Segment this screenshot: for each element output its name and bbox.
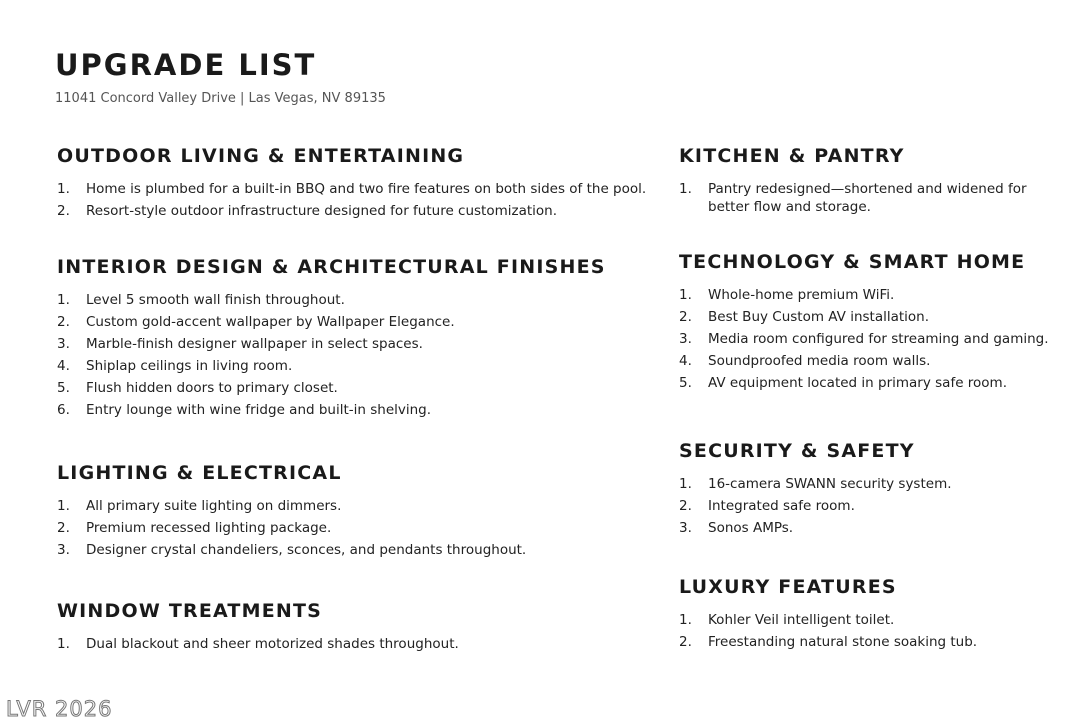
- upgrade-list: [57, 498, 657, 560]
- upgrade-list: [57, 181, 657, 221]
- item-number: 3.: [679, 331, 692, 347]
- list-item: [57, 498, 657, 516]
- list-item: [57, 520, 657, 538]
- item-number: 2.: [57, 203, 70, 219]
- item-number: 1.: [679, 476, 692, 492]
- item-text: Flush hidden doors to primary closet.: [86, 380, 338, 396]
- section-heading: INTERIOR DESIGN & ARCHITECTURAL FINISHES: [57, 256, 606, 278]
- section-heading: WINDOW TREATMENTS: [57, 600, 323, 622]
- section-heading: LIGHTING & ELECTRICAL: [57, 462, 342, 484]
- upgrade-list: [57, 292, 657, 420]
- item-text: Best Buy Custom AV installation.: [708, 309, 930, 325]
- section-lighting-electrical: [57, 462, 657, 564]
- item-number: 1.: [679, 612, 692, 628]
- list-item: [679, 520, 1059, 538]
- item-number: 6.: [57, 402, 70, 418]
- list-item: [679, 287, 1079, 305]
- list-item: [57, 314, 657, 332]
- list-item: [57, 203, 657, 221]
- item-number: 5.: [57, 380, 70, 396]
- upgrade-list: [679, 287, 1079, 393]
- item-number: 4.: [57, 358, 70, 374]
- section-security-safety: [679, 440, 1059, 542]
- item-text: Level 5 smooth wall finish throughout.: [86, 292, 345, 308]
- property-address: 11041 Concord Valley Drive | Las Vegas, NV 89135: [55, 91, 386, 106]
- item-text: Premium recessed lighting package.: [86, 520, 332, 536]
- upgrade-list: [57, 636, 657, 654]
- section-heading: SECURITY & SAFETY: [679, 440, 915, 462]
- list-item: [57, 402, 657, 420]
- item-text: Soundproofed media room walls.: [708, 353, 931, 369]
- section-heading: TECHNOLOGY & SMART HOME: [679, 251, 1026, 273]
- item-text: Freestanding natural stone soaking tub.: [708, 634, 978, 650]
- item-text: Home is plumbed for a built-in BBQ and two fire features on both sides of the pool.: [86, 181, 647, 197]
- item-number: 5.: [679, 375, 692, 391]
- item-number: 1.: [679, 181, 692, 197]
- list-item: [679, 498, 1059, 516]
- list-item: [679, 353, 1079, 371]
- list-item: [57, 380, 657, 398]
- item-text: 16-camera SWANN security system.: [708, 476, 952, 492]
- upgrade-list: [679, 612, 1059, 652]
- item-text: All primary suite lighting on dimmers.: [86, 498, 342, 514]
- page-title: UPGRADE LIST: [55, 48, 317, 82]
- section-window-treatments: [57, 600, 657, 658]
- item-number: 1.: [57, 181, 70, 197]
- upgrade-list: [679, 476, 1059, 538]
- section-kitchen-pantry: [679, 145, 1034, 221]
- list-item: [679, 331, 1079, 349]
- item-number: 4.: [679, 353, 692, 369]
- section-technology-smart-home: [679, 251, 1079, 397]
- section-outdoor-living: [57, 145, 657, 225]
- item-text: Whole-home premium WiFi.: [708, 287, 895, 303]
- item-text: Resort-style outdoor infrastructure designed for future customization.: [86, 203, 558, 219]
- item-text: Designer crystal chandeliers, sconces, and pendants throughout.: [86, 542, 527, 558]
- item-text: Custom gold-accent wallpaper by Wallpaper Elegance.: [86, 314, 455, 330]
- list-item: [57, 358, 657, 376]
- list-item: [57, 542, 657, 560]
- item-text: Media room configured for streaming and gaming.: [708, 331, 1049, 347]
- list-item: [57, 336, 657, 354]
- list-item: [57, 292, 657, 310]
- list-item: [679, 634, 1059, 652]
- section-luxury-features: [679, 576, 1059, 656]
- list-item: [679, 476, 1059, 494]
- list-item: [679, 181, 1034, 216]
- list-item: [57, 181, 657, 199]
- item-number: 2.: [679, 309, 692, 325]
- list-item: [679, 309, 1079, 327]
- item-text: Entry lounge with wine fridge and built-in shelving.: [86, 402, 432, 418]
- section-interior-design: [57, 256, 657, 424]
- section-heading: LUXURY FEATURES: [679, 576, 897, 598]
- upgrade-list: [679, 181, 1034, 216]
- item-number: 1.: [57, 292, 70, 308]
- item-text: Dual blackout and sheer motorized shades throughout.: [86, 636, 459, 652]
- list-item: [679, 375, 1079, 393]
- list-item: [679, 612, 1059, 630]
- item-text: Sonos AMPs.: [708, 520, 794, 536]
- item-number: 1.: [57, 498, 70, 514]
- section-heading: KITCHEN & PANTRY: [679, 145, 905, 167]
- section-heading: OUTDOOR LIVING & ENTERTAINING: [57, 145, 465, 167]
- item-number: 3.: [57, 542, 70, 558]
- item-text: Kohler Veil intelligent toilet.: [708, 612, 895, 628]
- item-number: 3.: [57, 336, 70, 352]
- item-number: 2.: [57, 520, 70, 536]
- item-number: 2.: [679, 634, 692, 650]
- item-number: 2.: [57, 314, 70, 330]
- item-number: 1.: [57, 636, 70, 652]
- item-number: 2.: [679, 498, 692, 514]
- item-number: 3.: [679, 520, 692, 536]
- item-text: Marble-finish designer wallpaper in select spaces.: [86, 336, 423, 352]
- item-text: Pantry redesigned—shortened and widened for better flow and storage.: [708, 181, 1027, 215]
- watermark: LVR 2026: [6, 697, 113, 721]
- list-item: [57, 636, 657, 654]
- item-text: Shiplap ceilings in living room.: [86, 358, 293, 374]
- item-text: AV equipment located in primary safe room.: [708, 375, 1008, 391]
- item-number: 1.: [679, 287, 692, 303]
- item-text: Integrated safe room.: [708, 498, 855, 514]
